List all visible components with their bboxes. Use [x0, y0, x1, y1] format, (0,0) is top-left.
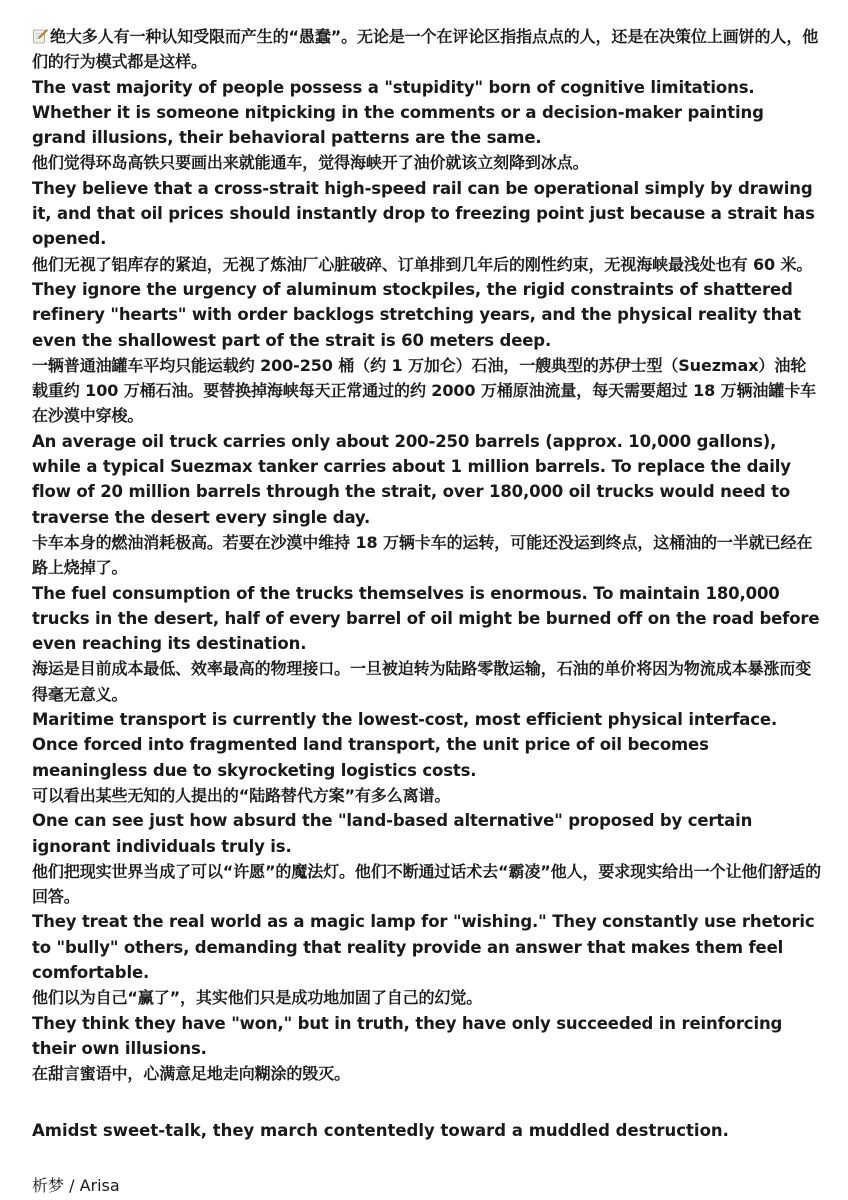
memo-icon	[32, 26, 48, 42]
closing-line-en: Amidst sweet-talk, they march contentedly toward a muddled destruction.	[32, 1121, 729, 1140]
paragraph-zh-9: 他们以为自己“赢了”，其实他们只是成功地加固了自己的幻觉。	[32, 988, 483, 1008]
paragraph-zh-7: 可以看出某些无知的人提出的“陆路替代方案”有多么离谱。	[32, 785, 451, 805]
paragraph-en-2: They believe that a cross-strait high-speed rail can be operational simply by drawing it, and that oil prices should instantly drop to freezing point just because a strait has opened.	[32, 178, 815, 249]
paragraph-zh-8: 他们把现实世界当成了可以“许愿”的魔法灯。他们不断通过话术去“霸凌”他人，要求现实给出一个让他们舒适的回答。	[32, 861, 821, 907]
paragraph-zh-3: 他们无视了铝库存的紧迫，无视了炼油厂心脏破碎、订单排到几年后的刚性约束，无视海峡最浅处也有 60 米。	[32, 254, 813, 274]
author-signature: 析梦 / Arisa	[32, 1176, 120, 1195]
paragraph-en-7: One can see just how absurd the "land-based alternative" proposed by certain ignorant individuals truly is.	[32, 811, 753, 856]
paragraph-zh-1	[32, 24, 822, 75]
paragraph-zh-5: 卡车本身的燃油消耗极高。若要在沙漠中维持 18 万辆卡车的运转，可能还没运到终点，这桶油的一半就已经在路上烧掉了。	[32, 532, 813, 578]
paragraph-en-5: The fuel consumption of the trucks themselves is enormous. To maintain 180,000 trucks in the desert, half of every barrel of oil might be burned off on the road before even reaching its destination.	[32, 583, 820, 654]
paragraph-en-3: They ignore the urgency of aluminum stockpiles, the rigid constraints of shattered refinery "hearts" with order backlogs stretching years, and the physical reality that even the shallowest part of the strait is 60 meters deep.	[32, 279, 801, 350]
paragraph-zh-2: 他们觉得环岛高铁只要画出来就能通车，觉得海峡开了油价就该立刻降到冰点。	[32, 153, 589, 173]
paragraph-en-6: Maritime transport is currently the lowest-cost, most efficient physical interface. Once forced into fragmented land transport, the unit price of oil becomes meaningless due to skyrocketing logistics costs.	[32, 710, 778, 780]
paragraph-en-4: An average oil truck carries only about 200-250 barrels (approx. 10,000 gallons), while a typical Suezmax tanker carries about 1 million barrels. To replace the daily flow of 20 million barrels through the strait, over 180,000 oil trucks would need to traverse the desert every single day.	[32, 431, 791, 527]
paragraph-en-1: The vast majority of people possess a "stupidity" born of cognitive limitations. Whether it is someone nitpicking in the comments or a decision-maker painting grand illusions, their behavioral patterns are the same.	[32, 77, 764, 148]
article-body	[32, 24, 822, 1086]
paragraph-zh-4: 一辆普通油罐车平均只能运载约 200-250 桶（约 1 万加仑）石油，一艘典型的苏伊士型（Suezmax）油轮载重约 100 万桶石油。要替换掉海峡每天正常通过的约 2000 万桶原油流量，每天需要超过 18 万辆油罐卡车在沙漠中穿梭。	[32, 355, 817, 426]
paragraph-zh-10: 在甜言蜜语中，心满意足地走向糊涂的毁灭。	[32, 1064, 351, 1084]
paragraph-en-9: They think they have "won," but in truth, they have only succeeded in reinforcing their own illusions.	[32, 1013, 783, 1058]
paragraph-zh-6: 海运是目前成本最低、效率最高的物理接口。一旦被迫转为陆路零散运输，石油的单价将因为物流成本暴涨而变得毫无意义。	[32, 659, 812, 704]
paragraph-text: 绝大多人有一种认知受限而产生的“愚蠢”。无论是一个在评论区指指点点的人，还是在决策位上画饼的人，他们的行为模式都是这样。	[32, 27, 819, 72]
paragraph-en-8: They treat the real world as a magic lamp for "wishing." They constantly use rhetoric to "bully" others, demanding that reality provide an answer that makes them feel comfortable.	[32, 912, 815, 982]
